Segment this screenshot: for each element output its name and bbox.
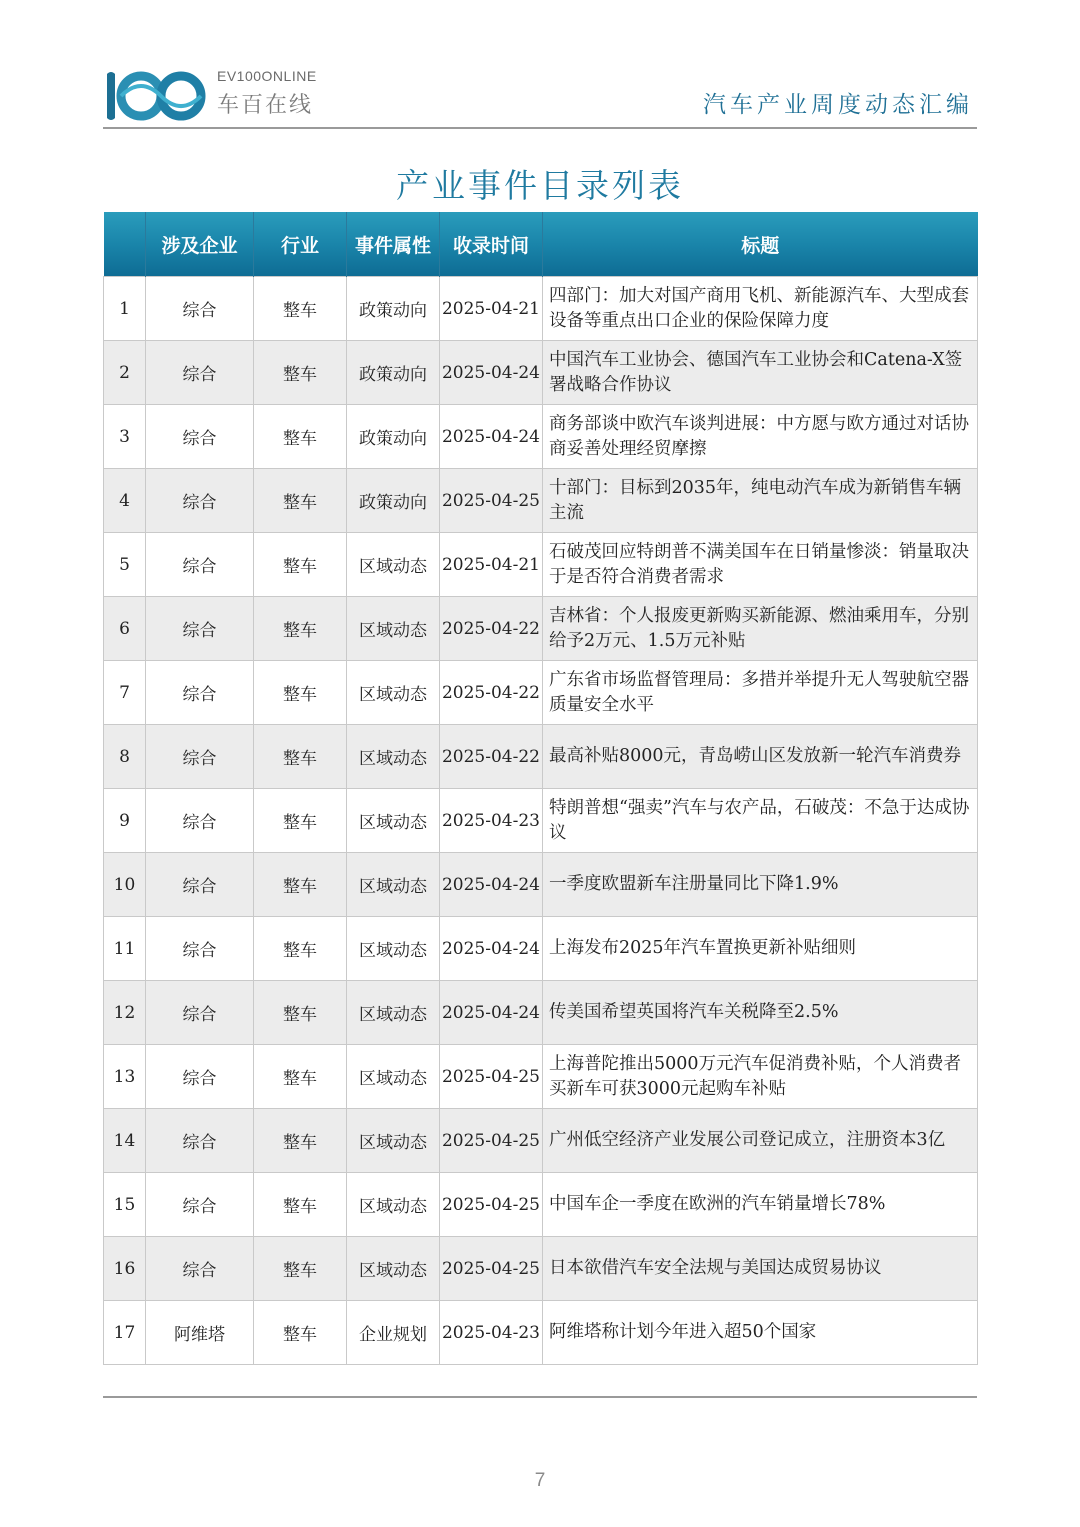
industry-cell: 整车	[254, 661, 347, 725]
column-header-company: 涉及企业	[146, 212, 254, 277]
row-number-cell: 5	[104, 533, 146, 597]
date-cell: 2025-04-25	[440, 1173, 543, 1237]
title-cell: 吉林省：个人报废更新购买新能源、燃油乘用车，分别给予2万元、1.5万元补贴	[543, 597, 978, 661]
row-number-cell: 12	[104, 981, 146, 1045]
attribute-cell: 区域动态	[347, 725, 440, 789]
row-number-cell: 10	[104, 853, 146, 917]
company-cell: 综合	[146, 597, 254, 661]
title-cell: 中国车企一季度在欧洲的汽车销量增长78%	[543, 1173, 978, 1237]
date-cell: 2025-04-22	[440, 725, 543, 789]
industry-cell: 整车	[254, 981, 347, 1045]
row-number-cell: 3	[104, 405, 146, 469]
attribute-cell: 区域动态	[347, 533, 440, 597]
date-cell: 2025-04-25	[440, 1109, 543, 1173]
company-cell: 综合	[146, 789, 254, 853]
row-number-cell: 9	[104, 789, 146, 853]
attribute-cell: 区域动态	[347, 1109, 440, 1173]
company-cell: 综合	[146, 1045, 254, 1109]
table-row	[104, 405, 978, 469]
table-row	[104, 1301, 978, 1365]
industry-cell: 整车	[254, 725, 347, 789]
company-cell: 综合	[146, 1237, 254, 1301]
table-row	[104, 917, 978, 981]
date-cell: 2025-04-24	[440, 981, 543, 1045]
company-cell: 综合	[146, 277, 254, 341]
title-cell: 中国汽车工业协会、德国汽车工业协会和Catena-X签署战略合作协议	[543, 341, 978, 405]
table-row	[104, 1045, 978, 1109]
title-cell: 日本欲借汽车安全法规与美国达成贸易协议	[543, 1237, 978, 1301]
title-cell: 上海发布2025年汽车置换更新补贴细则	[543, 917, 978, 981]
date-cell: 2025-04-23	[440, 789, 543, 853]
column-header-no	[104, 212, 146, 277]
company-cell: 综合	[146, 981, 254, 1045]
table-row	[104, 1237, 978, 1301]
attribute-cell: 区域动态	[347, 661, 440, 725]
title-cell: 十部门：目标到2035年，纯电动汽车成为新销售车辆主流	[543, 469, 978, 533]
attribute-cell: 政策动向	[347, 469, 440, 533]
row-number-cell: 2	[104, 341, 146, 405]
industry-cell: 整车	[254, 1301, 347, 1365]
date-cell: 2025-04-22	[440, 661, 543, 725]
attribute-cell: 区域动态	[347, 789, 440, 853]
table-row	[104, 661, 978, 725]
date-cell: 2025-04-24	[440, 853, 543, 917]
company-cell: 综合	[146, 533, 254, 597]
title-cell: 四部门：加大对国产商用飞机、新能源汽车、大型成套设备等重点出口企业的保险保障力度	[543, 277, 978, 341]
company-cell: 综合	[146, 405, 254, 469]
industry-cell: 整车	[254, 1173, 347, 1237]
attribute-cell: 企业规划	[347, 1301, 440, 1365]
industry-cell: 整车	[254, 533, 347, 597]
title-cell: 传美国希望英国将汽车关税降至2.5%	[543, 981, 978, 1045]
industry-cell: 整车	[254, 277, 347, 341]
ev100-logo	[103, 64, 423, 124]
title-cell: 阿维塔称计划今年进入超50个国家	[543, 1301, 978, 1365]
date-cell: 2025-04-21	[440, 533, 543, 597]
company-cell: 综合	[146, 341, 254, 405]
row-number-cell: 17	[104, 1301, 146, 1365]
table-row	[104, 597, 978, 661]
industry-cell: 整车	[254, 917, 347, 981]
attribute-cell: 区域动态	[347, 1237, 440, 1301]
date-cell: 2025-04-25	[440, 469, 543, 533]
industry-cell: 整车	[254, 405, 347, 469]
company-cell: 综合	[146, 853, 254, 917]
date-cell: 2025-04-24	[440, 405, 543, 469]
row-number-cell: 13	[104, 1045, 146, 1109]
attribute-cell: 政策动向	[347, 405, 440, 469]
company-cell: 综合	[146, 469, 254, 533]
title-cell: 广州低空经济产业发展公司登记成立，注册资本3亿	[543, 1109, 978, 1173]
industry-cell: 整车	[254, 1045, 347, 1109]
date-cell: 2025-04-25	[440, 1045, 543, 1109]
industry-cell: 整车	[254, 853, 347, 917]
title-cell: 广东省市场监督管理局：多措并举提升无人驾驶航空器质量安全水平	[543, 661, 978, 725]
report-title: 汽车产业周度动态汇编	[703, 92, 973, 118]
row-number-cell: 4	[104, 469, 146, 533]
page-title: 产业事件目录列表	[396, 166, 684, 205]
attribute-cell: 区域动态	[347, 1045, 440, 1109]
attribute-cell: 区域动态	[347, 917, 440, 981]
header-divider	[103, 127, 977, 129]
table-row	[104, 1109, 978, 1173]
row-number-cell: 7	[104, 661, 146, 725]
industry-cell: 整车	[254, 597, 347, 661]
row-number-cell: 16	[104, 1237, 146, 1301]
industry-cell: 整车	[254, 469, 347, 533]
row-number-cell: 1	[104, 277, 146, 341]
company-cell: 综合	[146, 661, 254, 725]
company-cell: 综合	[146, 917, 254, 981]
attribute-cell: 区域动态	[347, 597, 440, 661]
row-number-cell: 15	[104, 1173, 146, 1237]
page-number: 7	[534, 1470, 546, 1491]
company-cell: 综合	[146, 1109, 254, 1173]
row-number-cell: 6	[104, 597, 146, 661]
title-cell: 商务部谈中欧汽车谈判进展：中方愿与欧方通过对话协商妥善处理经贸摩擦	[543, 405, 978, 469]
date-cell: 2025-04-23	[440, 1301, 543, 1365]
industry-cell: 整车	[254, 1237, 347, 1301]
attribute-cell: 政策动向	[347, 277, 440, 341]
table-row	[104, 469, 978, 533]
column-header-date: 收录时间	[440, 212, 543, 277]
table-header-row	[104, 212, 978, 277]
attribute-cell: 区域动态	[347, 1173, 440, 1237]
date-cell: 2025-04-24	[440, 917, 543, 981]
date-cell: 2025-04-24	[440, 341, 543, 405]
table-row	[104, 533, 978, 597]
attribute-cell: 区域动态	[347, 981, 440, 1045]
table-row	[104, 789, 978, 853]
attribute-cell: 政策动向	[347, 341, 440, 405]
title-cell: 特朗普想“强卖”汽车与农产品，石破茂：不急于达成协议	[543, 789, 978, 853]
table-row	[104, 981, 978, 1045]
logo-mark-icon	[103, 64, 215, 124]
column-header-title: 标题	[543, 212, 978, 277]
company-cell: 阿维塔	[146, 1301, 254, 1365]
date-cell: 2025-04-21	[440, 277, 543, 341]
row-number-cell: 8	[104, 725, 146, 789]
table-row	[104, 853, 978, 917]
table-row	[104, 1173, 978, 1237]
company-cell: 综合	[146, 1173, 254, 1237]
date-cell: 2025-04-22	[440, 597, 543, 661]
date-cell: 2025-04-25	[440, 1237, 543, 1301]
title-cell: 上海普陀推出5000万元汽车促消费补贴，个人消费者买新车可获3000元起购车补贴	[543, 1045, 978, 1109]
attribute-cell: 区域动态	[347, 853, 440, 917]
company-cell: 综合	[146, 725, 254, 789]
table-row	[104, 341, 978, 405]
logo-chinese-text: 车百在线	[217, 93, 314, 118]
title-cell: 石破茂回应特朗普不满美国车在日销量惨淡：销量取决于是否符合消费者需求	[543, 533, 978, 597]
page-header	[103, 62, 977, 128]
column-header-industry: 行业	[254, 212, 347, 277]
row-number-cell: 11	[104, 917, 146, 981]
industry-cell: 整车	[254, 789, 347, 853]
logo-english-text: EV100ONLINE	[217, 68, 317, 84]
industry-cell: 整车	[254, 341, 347, 405]
title-cell: 一季度欧盟新车注册量同比下降1.9%	[543, 853, 978, 917]
footer-divider	[103, 1396, 977, 1398]
events-table	[103, 212, 978, 1365]
column-header-attribute: 事件属性	[347, 212, 440, 277]
row-number-cell: 14	[104, 1109, 146, 1173]
industry-cell: 整车	[254, 1109, 347, 1173]
title-cell: 最高补贴8000元，青岛崂山区发放新一轮汽车消费券	[543, 725, 978, 789]
table-row	[104, 277, 978, 341]
table-row	[104, 725, 978, 789]
